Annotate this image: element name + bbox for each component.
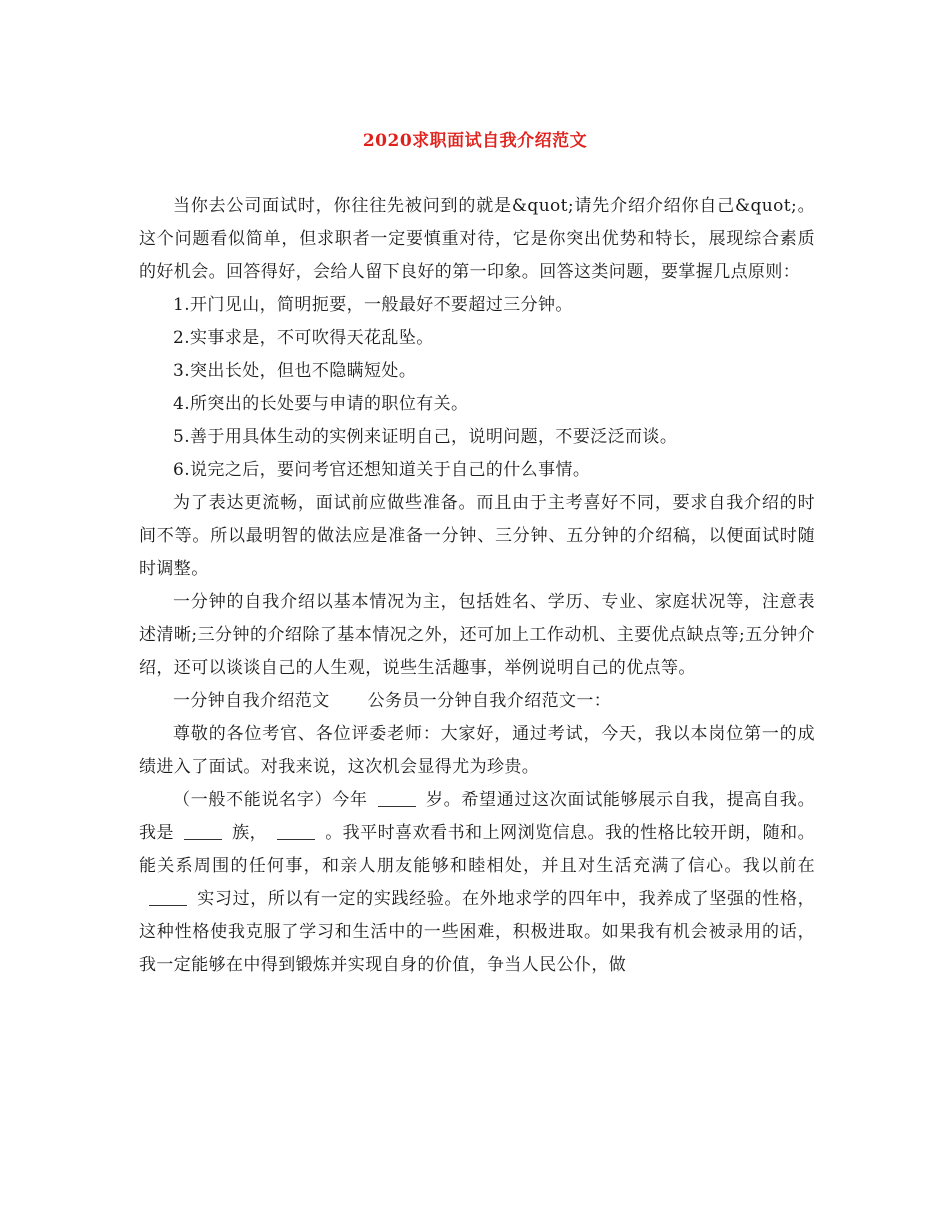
principle-item-2: 2.实事求是，不可吹得天花乱坠。 — [173, 328, 434, 348]
blank-identity — [277, 821, 315, 840]
sample-text-3: 族， — [232, 823, 268, 843]
preparation-paragraph: 为了表达更流畅，面试前应做些准备。而且由于主考喜好不同，要求自我介绍的时间不等。所以最明智的做法应是准备一分钟、三分钟、五分钟的介绍稿，以便面试时随时调整。 — [139, 493, 815, 579]
principle-item-3: 3.突出长处，但也不隐瞒短处。 — [173, 361, 417, 381]
blank-ethnicity — [184, 821, 222, 840]
blank-internship — [149, 887, 187, 906]
intro-paragraph: 当你去公司面试时，你往往先被问到的就是&quot;请先介绍介绍你自己&quot;。这个问题看似简单，但求职者一定要慎重对待，它是你突出优势和特长，展现综合素质的好机会。回答得好，会给人留下良好的第一印象。回答这类问题，要掌握几点原则： — [139, 196, 815, 282]
sample-text-4: 。我平时喜欢看书和上网浏览信息。我的性格比较开朗，随和。能关系周围的任何事，和亲人朋友能够和睦相处，并且对生活充满了信心。我以前在 — [139, 823, 815, 876]
principle-item-4: 4.所突出的长处要与申请的职位有关。 — [173, 394, 469, 414]
document-title: 2020求职面试自我介绍范文 — [362, 131, 588, 151]
section-heading — [139, 685, 815, 718]
section-heading-left: 一分钟自我介绍范文 — [173, 691, 330, 711]
section-heading-right: 公务员一分钟自我介绍范文一： — [367, 691, 612, 711]
sample-text-2: 岁。希望通过这次面试能够展示自我，提高自我。我是 — [139, 790, 815, 843]
document-body — [139, 190, 815, 982]
sample-paragraph — [139, 784, 815, 982]
principle-item-5: 5.善于用具体生动的实例来证明自己，说明问题，不要泛泛而谈。 — [173, 427, 678, 447]
principle-item-1: 1.开门见山，简明扼要，一般最好不要超过三分钟。 — [173, 295, 573, 315]
principle-item-6: 6.说完之后，要问考官还想知道关于自己的什么事情。 — [173, 460, 591, 480]
greeting-paragraph: 尊敬的各位考官、各位评委老师：大家好，通过考试，今天，我以本岗位第一的成绩进入了面试。对我来说，这次机会显得尤为珍贵。 — [139, 724, 815, 777]
lengths-paragraph: 一分钟的自我介绍以基本情况为主，包括姓名、学历、专业、家庭状况等，注意表述清晰;三分钟的介绍除了基本情况之外，还可加上工作动机、主要优点缺点等;五分钟介绍，还可以谈谈自己的人生观，说些生活趣事，举例说明自己的优点等。 — [139, 592, 815, 678]
sample-text-1: （一般不能说名字）今年 — [173, 790, 368, 810]
sample-text-5: 实习过，所以有一定的实践经验。在外地求学的四年中，我养成了坚强的性格，这种性格使我克服了学习和生活中的一些困难，积极进取。如果我有机会被录用的话，我一定能够在中得到锻炼并实现自身的价值，争当人民公仆，做 — [139, 889, 815, 975]
blank-age — [378, 788, 416, 807]
